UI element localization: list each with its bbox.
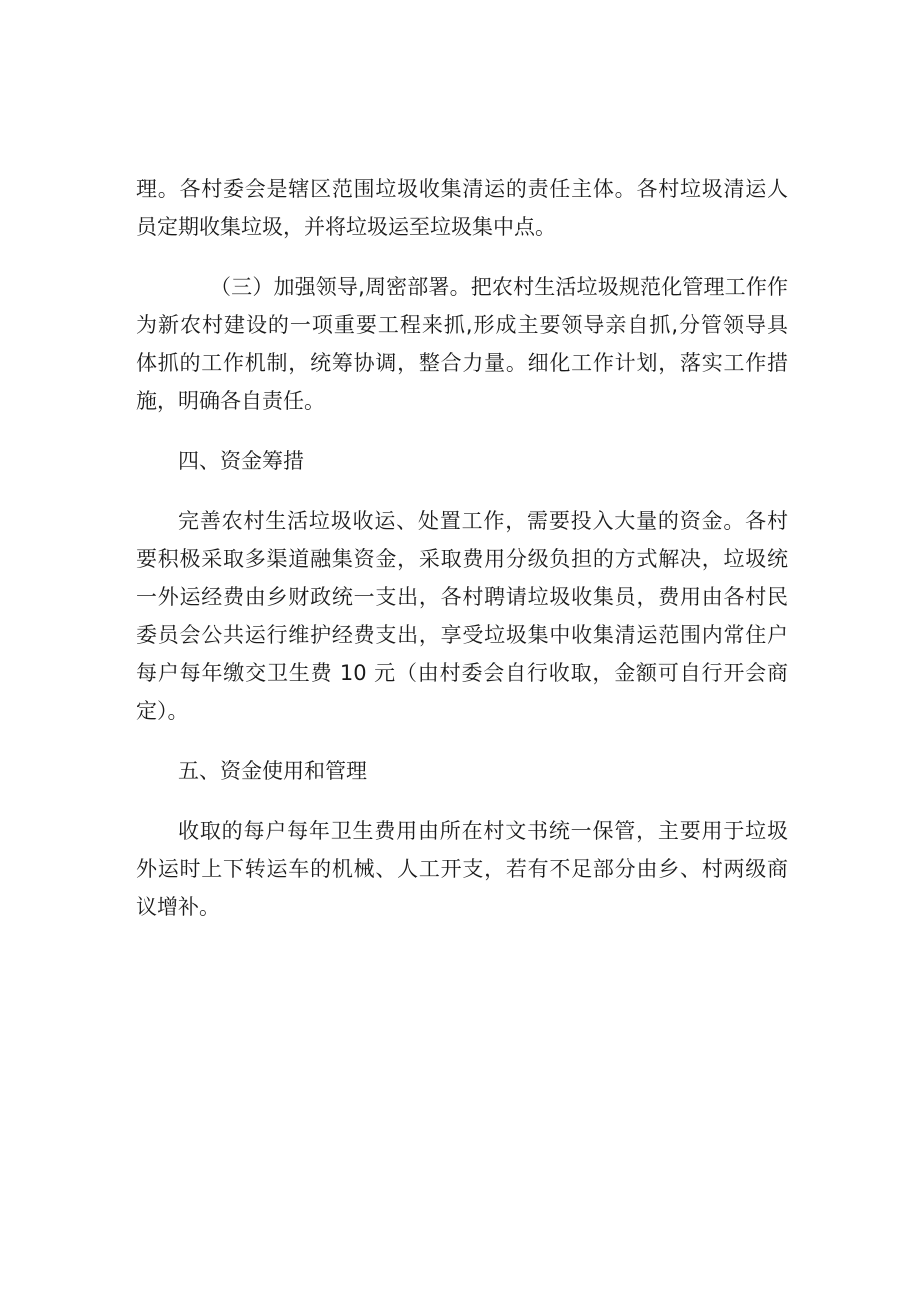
paragraph-funding (136, 502, 788, 730)
section-heading: 五、资金使用和管理 (178, 759, 367, 783)
section-heading: 四、资金筹措 (178, 449, 304, 473)
text-line: 收取的每户每年卫生费用由所在村文书统一保管，主要用于垃圾 (178, 819, 788, 843)
text-line: 议增补。 (136, 895, 220, 919)
text-line: 定）。 (136, 699, 189, 723)
text-line: 为新农村建设的一项重要工程来抓,形成主要领导亲自抓,分管领导具 (136, 313, 788, 337)
paragraph-usage (136, 812, 788, 926)
document-body (136, 170, 788, 926)
text-line: （三）加强领导,周密部署。把农村生活垃圾规范化管理工作作 (210, 275, 788, 299)
text-line: 完善农村生活垃圾收运、处置工作，需要投入大量的资金。各村 (178, 509, 788, 533)
section-heading-funding (136, 442, 788, 480)
text-line: 要积极采取多渠道融集资金，采取费用分级负担的方式解决，垃圾统 (136, 547, 788, 571)
paragraph-responsibility (136, 170, 788, 246)
text-line: 理。各村委会是辖区范围垃圾收集清运的责任主体。各村垃圾清运人 (136, 177, 788, 201)
text-line: 每户每年缴交卫生费 10 元（由村委会自行收取，金额可自行开会商 (136, 661, 788, 685)
text-line: 施，明确各自责任。 (136, 389, 325, 413)
text-line: 体抓的工作机制，统筹协调，整合力量。细化工作计划，落实工作措 (136, 351, 788, 375)
section-heading-usage (136, 752, 788, 790)
paragraph-leadership (136, 268, 788, 420)
text-line: 委员会公共运行维护经费支出，享受垃圾集中收集清运范围内常住户 (136, 623, 788, 647)
text-line: 外运时上下转运车的机械、人工开支，若有不足部分由乡、村两级商 (136, 857, 788, 881)
text-line: 员定期收集垃圾，并将垃圾运至垃圾集中点。 (136, 215, 556, 239)
text-line: 一外运经费由乡财政统一支出，各村聘请垃圾收集员，费用由各村民 (136, 585, 788, 609)
